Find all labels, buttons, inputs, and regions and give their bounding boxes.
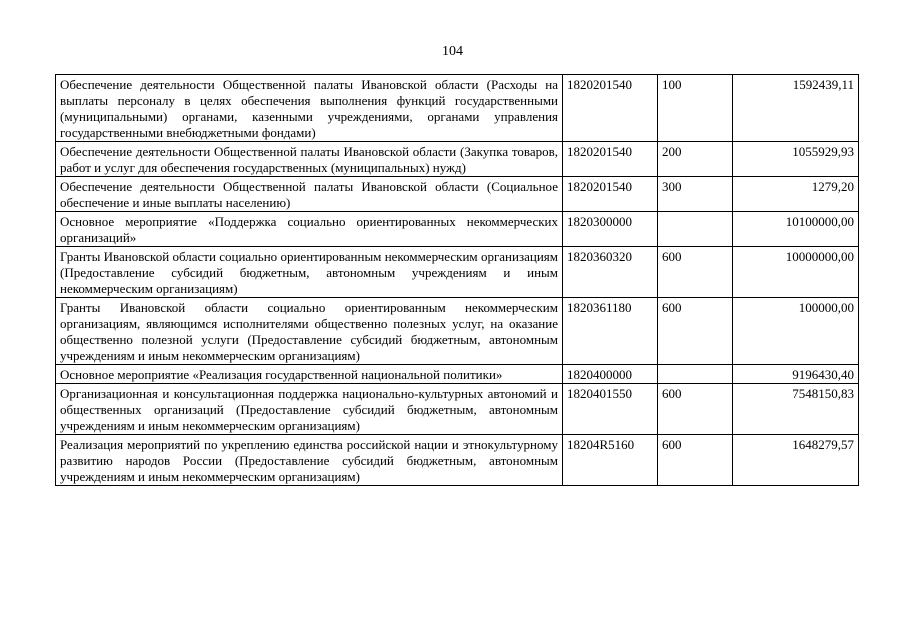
row-target-code: 1820360320 (563, 247, 658, 298)
table-row (56, 247, 859, 298)
row-expense-type: 600 (658, 247, 733, 298)
row-target-code: 1820201540 (563, 75, 658, 142)
row-amount: 7548150,83 (733, 384, 859, 435)
table-row (56, 435, 859, 486)
row-description: Реализация мероприятий по укреплению единства российской нации и этнокультурному развитию народов России (Предоставление субсидий бюджетным, автономным учреждениям и иным некоммерческим организациям) (56, 435, 563, 486)
row-expense-type: 100 (658, 75, 733, 142)
row-description: Гранты Ивановской области социально ориентированным некоммерческим организациям (Предоставление субсидий бюджетным, автономным учреждениям и иным некоммерческим организациям) (56, 247, 563, 298)
row-description: Организационная и консультационная поддержка национально-культурных автономий и общественных организаций (Предоставление субсидий бюджетным, автономным учреждениям и иным некоммерческим организациям) (56, 384, 563, 435)
row-amount: 10100000,00 (733, 212, 859, 247)
row-target-code: 1820401550 (563, 384, 658, 435)
table-row (56, 384, 859, 435)
row-expense-type: 600 (658, 384, 733, 435)
row-amount: 1055929,93 (733, 142, 859, 177)
row-expense-type: 300 (658, 177, 733, 212)
row-expense-type (658, 365, 733, 384)
row-description: Основное мероприятие «Реализация государственной национальной политики» (56, 365, 563, 384)
table-row (56, 142, 859, 177)
row-description: Обеспечение деятельности Общественной палаты Ивановской области (Социальное обеспечение и иные выплаты населению) (56, 177, 563, 212)
row-amount: 1592439,11 (733, 75, 859, 142)
row-expense-type: 600 (658, 298, 733, 365)
table-row (56, 365, 859, 384)
table-row (56, 298, 859, 365)
row-expense-type: 200 (658, 142, 733, 177)
table-row (56, 212, 859, 247)
row-target-code: 18204R5160 (563, 435, 658, 486)
row-description: Основное мероприятие «Поддержка социально ориентированных некоммерческих организаций» (56, 212, 563, 247)
table-row (56, 177, 859, 212)
row-target-code: 1820400000 (563, 365, 658, 384)
page-number: 104 (442, 44, 463, 59)
row-target-code: 1820201540 (563, 142, 658, 177)
row-description: Обеспечение деятельности Общественной палаты Ивановской области (Расходы на выплаты персоналу в целях обеспечения выполнения функций государственными (муниципальными) органами, казенными учреждениями, органами управления государственными внебюджетными фондами) (56, 75, 563, 142)
row-target-code: 1820201540 (563, 177, 658, 212)
row-amount: 100000,00 (733, 298, 859, 365)
row-target-code: 1820300000 (563, 212, 658, 247)
row-expense-type (658, 212, 733, 247)
row-expense-type: 600 (658, 435, 733, 486)
row-amount: 9196430,40 (733, 365, 859, 384)
row-target-code: 1820361180 (563, 298, 658, 365)
row-amount: 1279,20 (733, 177, 859, 212)
table-row (56, 75, 859, 142)
row-amount: 1648279,57 (733, 435, 859, 486)
row-amount: 10000000,00 (733, 247, 859, 298)
row-description: Гранты Ивановской области социально ориентированным некоммерческим организациям, являющимся исполнителями общественно полезных услуг, на оказание общественно полезной услуги (Предоставление субсидий бюджетным, автономным учреждениям и иным некоммерческим организациям) (56, 298, 563, 365)
row-description: Обеспечение деятельности Общественной палаты Ивановской области (Закупка товаров, работ и услуг для обеспечения государственных (муниципальных) нужд) (56, 142, 563, 177)
budget-table (55, 74, 859, 486)
